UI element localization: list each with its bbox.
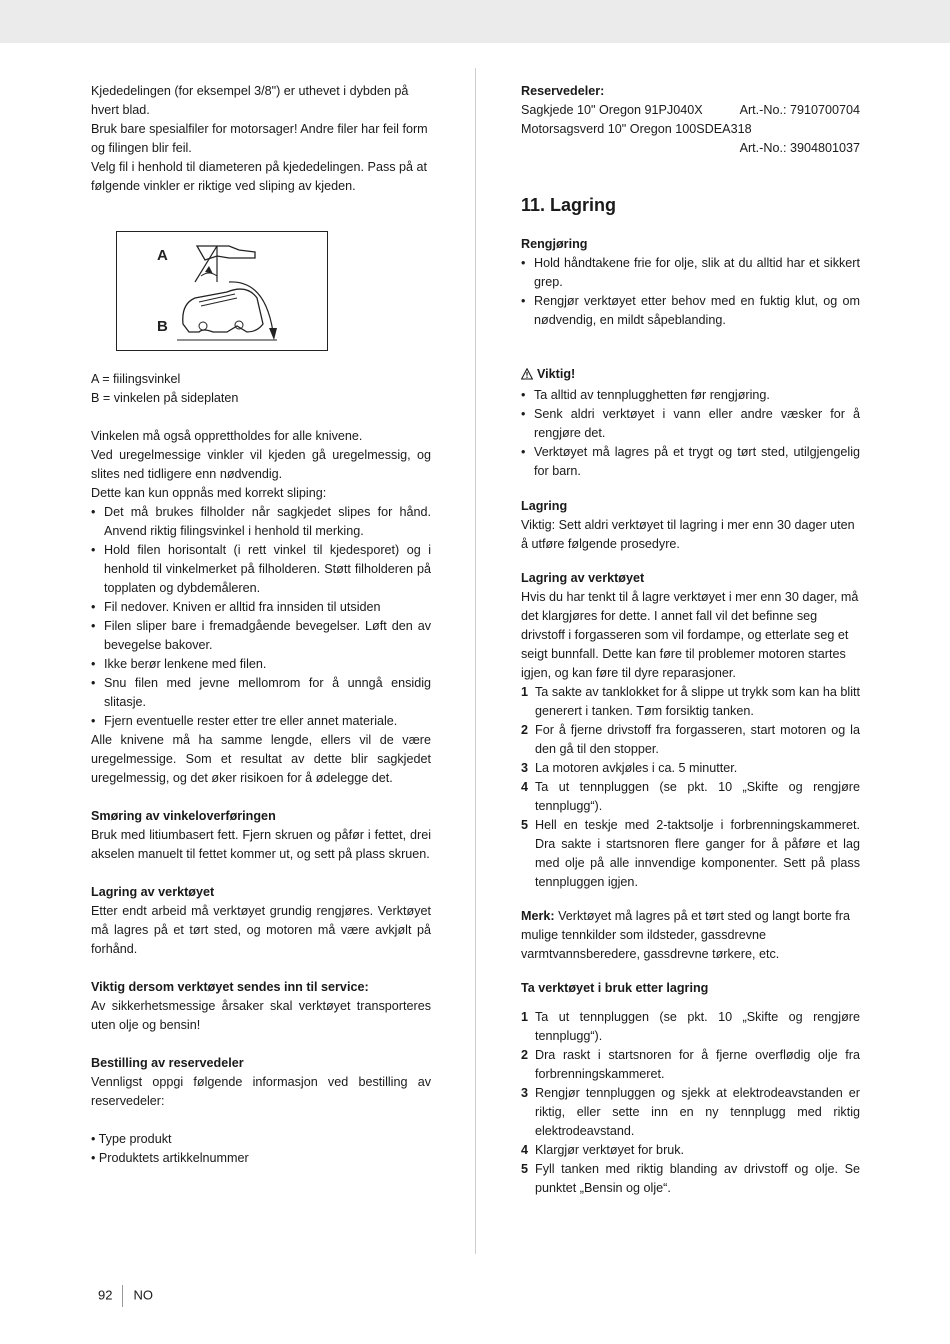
top-header-band [0, 0, 950, 43]
spare-part-art: Art.-No.: 7910700704 [739, 103, 860, 117]
figure-label-a: A [157, 247, 168, 264]
spare-parts-block [521, 82, 860, 158]
chain-cutter-diagram [117, 232, 327, 350]
important-bullets [521, 386, 860, 481]
spare-part-art: Art.-No.: 3904801037 [739, 141, 860, 155]
list-item: 1 Ta sakte av tanklokket for å slippe ut trykk som kan ha blitt generert i tanken. Tøm forsiktig tanken. [521, 685, 860, 718]
section-text: Av sikkerhetsmessige årsaker skal verktøyet transporteres uten olje og bensin! [91, 999, 431, 1032]
list-item: • Verktøyet må lagres på et trygt og tørt sted, utilgjengelig for barn. [521, 443, 860, 481]
warning-title: Viktig! [537, 367, 576, 381]
warning-triangle-icon [521, 367, 533, 386]
legend-a: A = fiilingsvinkel [91, 372, 181, 386]
section-heading: Rengjøring [521, 237, 588, 251]
cleaning-block [521, 235, 860, 330]
list-item: 2 Dra raskt i startsnoren for å fjerne overflødig olje fra forbrenningskammeret. [521, 1048, 860, 1081]
list-item: 4 Klargjør verktøyet for bruk. [521, 1143, 685, 1157]
paragraph-line: Dette kan kun oppnås med korrekt sliping: [91, 486, 327, 500]
spare-part-row [521, 101, 860, 120]
figure-label-b: B [157, 318, 168, 335]
intro-line: Bruk bare spesialfiler for motorsager! Andre filer har feil form og filingen blir feil. [91, 122, 428, 155]
warning-heading [521, 365, 860, 386]
page-footer [98, 1285, 153, 1307]
list-item: • Det må brukes filholder når sagkjedet slipes for hånd. Anvend riktig filingsvinkel i henhold til merking. [91, 503, 431, 541]
paragraph-line: Vinkelen må også opprettholdes for alle knivene. [91, 429, 363, 443]
section-text: Viktig: Sett aldri verktøyet til lagring i mer enn 30 dager uten å utføre følgende prosedyre. [521, 518, 855, 551]
list-item: • Type produkt [91, 1132, 172, 1146]
list-item: 2 For å fjerne drivstoff fra forgasseren, start motoren og la den gå til den stopper. [521, 723, 860, 756]
list-item: 5 Fyll tanken med riktig blanding av drivstoff og olje. Se punktet „Bensin og olje“. [521, 1162, 860, 1195]
list-item: • Fil nedover. Kniven er alltid fra innsiden til utsiden [91, 598, 431, 617]
paragraph: Alle knivene må ha samme lengde, ellers vil de være uregelmessige. Som et resultat av dette blir sagkjedet uregelmessig, og det øker risikoen for å ødelegge det. [91, 733, 431, 785]
section-heading: Lagring av verktøyet [91, 885, 215, 899]
intro-block [91, 82, 431, 196]
note-paragraph [521, 907, 860, 964]
list-item: 5 Hell en teskje med 2-taktsolje i forbrenningskammeret. Dra sakte i startsnoren flere ganger for å påføre et lag med olje på alle innvendige komponenter. Sett på plass tennpluggen igjen. [521, 818, 860, 889]
section-heading: Ta verktøyet i bruk etter lagring [521, 981, 709, 995]
list-item: • Senk aldri verktøyet i vann eller andre væsker for å rengjøre det. [521, 405, 860, 443]
page-number: 92 [98, 1287, 113, 1303]
section-heading: Lagring [521, 499, 568, 513]
language-code: NO [133, 1287, 153, 1303]
section-heading: Bestilling av reservedeler [91, 1056, 244, 1070]
list-item: 1 Ta ut tennpluggen (se pkt. 10 „Skifte og rengjøre tennplugg“). [521, 1010, 860, 1043]
storage-heading-block [521, 194, 860, 216]
list-item: 3 Rengjør tennpluggen og sjekk at elektrodeavstanden er riktig, eller sette inn en ny tennplugg med riktig elektrodeavstand. [521, 1086, 860, 1138]
cleaning-bullets [521, 254, 860, 330]
list-item: • Ikke berør lenkene med filen. [91, 655, 431, 674]
list-item: 3 La motoren avkjøles i ca. 5 minutter. [521, 761, 738, 775]
list-item: • Hold filen horisontalt (i rett vinkel til kjedesporet) og i henhold til vinkelmerket på filholderen. Støtt filholderen på topplaten og dybdemåleren. [91, 541, 431, 598]
list-item: • Fjern eventuelle rester etter tre eller annet materiale. [91, 712, 431, 731]
after-storage-steps [521, 1008, 860, 1198]
section-text: Hvis du har tenkt til å lagre verktøyet i mer enn 30 dager, må det klargjøres for dette. I annet fall vil det befinne seg drivstoff i forgasseren som vil fordampe, og etterlate seg et seigt bunnfall. Dette kan føre til problemer motoren startes igjen, og kan føre til dyre reparasjoner. [521, 590, 859, 680]
sharpening-bullets [91, 503, 431, 731]
storage-steps [521, 683, 860, 892]
section-text: Etter endt arbeid må verktøyet grundig rengjøres. Verktøyet må lagres på et tørt sted, og motoren må være avkjølt på forhånd. [91, 904, 431, 956]
chain-angle-figure [116, 231, 328, 351]
section-text: Bruk med litiumbasert fett. Fjern skruen og påfør i fettet, drei akselen manuelt til fettet kommer ut, og sett på plass skruen. [91, 828, 431, 861]
note-text: Verktøyet må lagres på et tørt sted og langt borte fra mulige tennkilder som ildsteder, gassdrevne varmtvannsberedere, gassdrevne tørkere, etc. [521, 909, 850, 961]
intro-line: Velg fil i henhold til diameteren på kjededelingen. Pass på at følgende vinkler er riktige ved sliping av kjeden. [91, 160, 428, 193]
section-heading: Lagring av verktøyet [521, 571, 645, 585]
section-text: Vennligst oppgi følgende informasjon ved bestilling av reservedeler: [91, 1075, 431, 1108]
list-item: • Rengjør verktøyet etter behov med en fuktig klut, og om nødvendig, en mildt såpeblanding. [521, 292, 860, 330]
spare-part-name: Sagkjede 10" Oregon 91PJ040X [521, 103, 703, 117]
section-heading: Smøring av vinkeloverføringen [91, 809, 276, 823]
chapter-title: 11. Lagring [521, 195, 617, 215]
legend-b: B = vinkelen på sideplaten [91, 391, 239, 405]
list-item: • Snu filen med jevne mellomrom for å unngå ensidig slitasje. [91, 674, 431, 712]
right-main-text [521, 365, 860, 1198]
column-divider [475, 68, 476, 1254]
list-item: • Filen sliper bare i fremadgående bevegelser. Løft den av bevegelse bakover. [91, 617, 431, 655]
section-heading: Viktig dersom verktøyet sendes inn til service: [91, 980, 369, 994]
spare-part-name: Motorsagsverd 10" Oregon 100SDEA318 [521, 122, 752, 136]
left-main-text [91, 370, 431, 1168]
intro-line: Kjededelingen (for eksempel 3/8") er uthevet i dybden på hvert blad. [91, 84, 409, 117]
list-item: • Hold håndtakene frie for olje, slik at du alltid har et sikkert grep. [521, 254, 860, 292]
order-info-list [91, 1130, 431, 1168]
paragraph-line: Ved uregelmessige vinkler vil kjeden gå uregelmessig, og slites ned tidligere enn nødvendig. [91, 448, 431, 481]
section-heading: Reservedeler: [521, 84, 605, 98]
list-item: 4 Ta ut tennpluggen (se pkt. 10 „Skifte og rengjøre tennplugg“). [521, 780, 860, 813]
note-label: Merk: [521, 909, 555, 923]
footer-divider [122, 1285, 123, 1307]
list-item: • Produktets artikkelnummer [91, 1151, 249, 1165]
list-item: • Ta alltid av tennplugghetten før rengjøring. [521, 386, 860, 405]
